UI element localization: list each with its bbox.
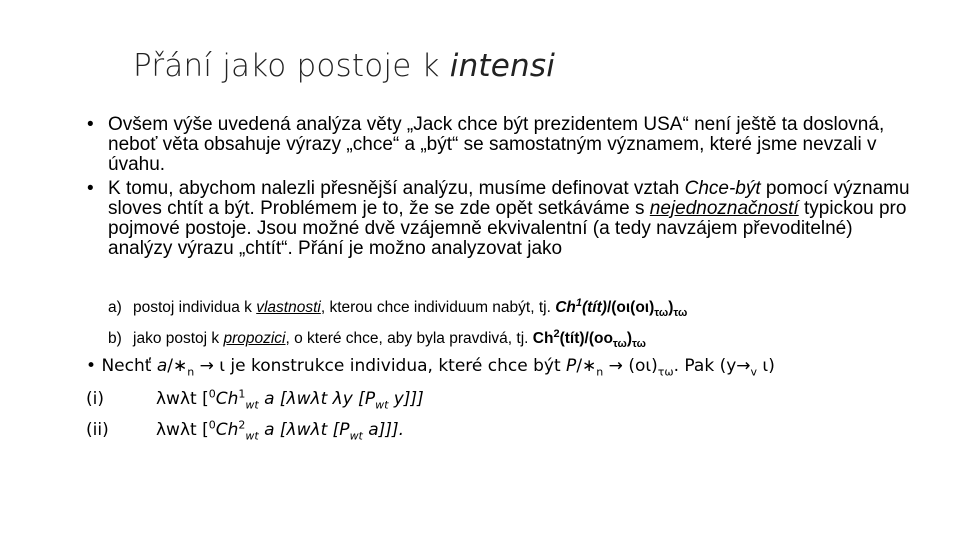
bullet-dot: • <box>87 178 94 199</box>
sub-item-text: , o které chce, aby byla pravdivá, tj. <box>285 330 533 347</box>
bullet-text-emphasis: nejednoznačností <box>649 198 799 219</box>
formula-text: a [λwλt [ <box>258 420 340 440</box>
formula-var: P <box>339 420 350 440</box>
formula-superscript: 2 <box>238 418 246 432</box>
formula-subscript: wt <box>245 398 259 412</box>
formula-ii <box>86 419 404 441</box>
formula-superscript: 1 <box>238 387 246 401</box>
formula-text: ι) <box>757 356 775 376</box>
type-subscript: τω <box>632 338 646 351</box>
sub-item-label: a) <box>108 299 122 316</box>
bullet-dot: • <box>87 114 94 135</box>
type-superscript: 2 <box>553 327 560 340</box>
formula-subscript: wt <box>245 429 259 443</box>
formula-subscript: v <box>750 365 758 379</box>
formula-text: a]]]. <box>362 420 404 440</box>
formula-text: /∗ <box>576 356 597 376</box>
bullet-dot: • <box>86 356 97 376</box>
title-plain: Přání jako postoje k <box>133 48 450 84</box>
formula-subscript: wt <box>375 398 389 412</box>
bullet-text-part: K tomu, abychom nalezli přesnější analýzu, musíme definovat vztah <box>108 178 685 199</box>
formula-text: λwλt [ <box>156 389 209 409</box>
title-italic: intensi <box>449 48 556 84</box>
slide-title <box>133 48 555 84</box>
bullet-text-part: typickou pro pojmové postoje. Jsou možné dvě vzájemně ekvivalentní (a tedy navzájem převoditelné) analýzy výrazu „chtít“. Přání je možno analyzovat jako <box>108 198 907 259</box>
bullet-text: Ovšem výše uvedená analýza věty „Jack chce být prezidentem USA“ není ještě ta doslovná, neboť věta obsahuje výrazy „chce“ a „být“ se samostatným významem, které jsme nevzali v úvahu. <box>108 114 885 175</box>
formula-text: λwλt [ <box>156 420 209 440</box>
formula-var: Ch <box>215 420 239 440</box>
formula-superscript: 0 <box>208 418 216 432</box>
type-symbol: ) <box>668 299 674 316</box>
sub-item-text: postoj individua k <box>133 299 257 316</box>
type-symbol: Ch <box>555 299 576 316</box>
formula-subscript: wt <box>349 429 363 443</box>
type-symbol: (tít)/(οο <box>559 330 613 347</box>
formula-index: (i) <box>86 389 104 409</box>
formula-var: P <box>364 389 376 409</box>
type-symbol: /(οι(οι) <box>606 299 655 316</box>
type-subscript: τω <box>654 307 669 320</box>
type-symbol: (tít) <box>581 299 607 316</box>
formula-index: (ii) <box>86 420 109 440</box>
type-superscript: 1 <box>575 296 582 309</box>
formula-subscript: n <box>187 365 195 379</box>
sub-item-label: b) <box>108 330 122 347</box>
formula-text: Nechť <box>101 356 157 376</box>
bullet-text-italic: Chce-být <box>684 178 761 199</box>
sub-item-emphasis: propozici <box>223 330 286 347</box>
formula-text: /∗ <box>167 356 188 376</box>
bullet-item-1 <box>86 115 916 175</box>
bullet-item-2 <box>86 179 916 259</box>
formula-i <box>86 388 424 410</box>
formula-text: y]]] <box>388 389 424 409</box>
formula-var: Ch <box>215 389 239 409</box>
formula-text: . Pak (y→ <box>673 356 751 376</box>
type-subscript: τω <box>673 307 688 320</box>
sub-item-text: jako postoj k <box>133 330 224 347</box>
formula-var: a <box>156 356 168 376</box>
bullet-list <box>86 115 916 263</box>
formula-text: → (οι) <box>603 356 658 376</box>
type-symbol: ) <box>626 330 632 347</box>
definition-line <box>86 355 775 377</box>
formula-var: P <box>566 356 577 376</box>
sub-item-emphasis: vlastnosti <box>256 299 321 316</box>
formula-subscript: n <box>596 365 604 379</box>
type-subscript: τω <box>612 338 627 351</box>
formula-superscript: 0 <box>208 387 216 401</box>
bullet-text-part: pomocí významu sloves chtít a být. Problémem je to, že se zde opět setkáváme s <box>108 178 910 219</box>
sub-item-a <box>108 296 688 320</box>
bullet-text <box>108 179 916 259</box>
sub-item-b <box>108 327 646 351</box>
formula-text: a [λwλt λy [ <box>258 389 365 409</box>
type-symbol: Ch <box>532 330 554 347</box>
formula-text: → ι je konstrukce individua, které chce být <box>194 356 567 376</box>
sub-item-text: , kterou chce individuum nabýt, tj. <box>320 299 556 316</box>
formula-subscript: τω <box>657 365 674 379</box>
